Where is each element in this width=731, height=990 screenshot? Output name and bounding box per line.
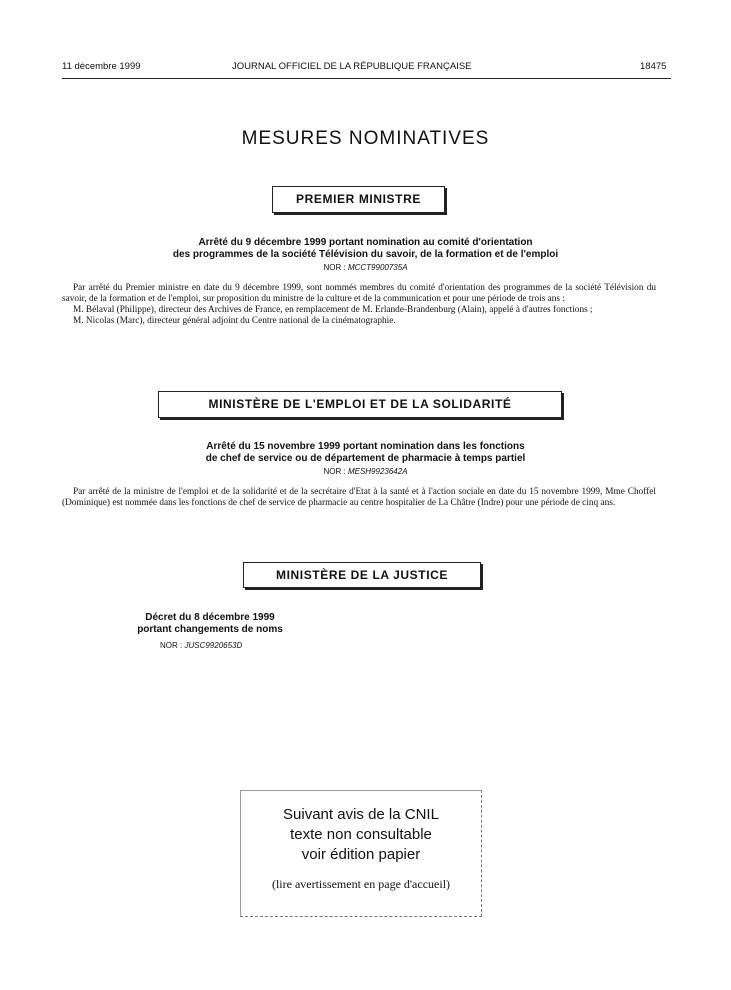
arrete-line: portant changements de noms: [137, 624, 283, 635]
cnil-line: texte non consultable: [290, 826, 432, 843]
header-rule: [62, 78, 671, 79]
nor-label: NOR :: [323, 467, 346, 476]
nor-code: JUSC9920653D: [184, 641, 243, 650]
arrete-line: des programmes de la société Télévision du savoir, de la formation et de l'emploi: [172, 249, 559, 260]
nor-label: NOR :: [160, 641, 183, 650]
section-box-emploi-solidarite: MINISTÈRE DE L'EMPLOI ET DE LA SOLIDARITÉ: [158, 391, 562, 418]
decret-title: [120, 612, 300, 636]
cnil-line: voir édition papier: [301, 846, 421, 863]
cnil-notice-box: [240, 790, 482, 917]
arrete-title: [100, 237, 631, 261]
body-paragraph: Par arrêté du Premier ministre en date du 9 décembre 1999, sont nommés membres du comité d'orientation des programmes de la société Télévision du savoir, de la formation et de l'emploi, sur proposition du ministre de la culture et de la communication et pour une période de trois ans :: [62, 283, 656, 304]
cnil-note: (lire avertissement en page d'accueil): [271, 877, 451, 891]
section-body: [62, 283, 656, 327]
body-paragraph: M. Nicolas (Marc), directeur général adjoint du Centre national de la cinématographie.: [73, 316, 396, 326]
cnil-line: Suivant avis de la CNIL: [283, 806, 439, 823]
page-title: MESURES NOMINATIVES: [241, 128, 490, 149]
arrete-line: Décret du 8 décembre 1999: [145, 612, 275, 623]
nor-reference: [250, 467, 481, 476]
nor-reference: [250, 263, 481, 272]
header-journal: JOURNAL OFFICIEL DE LA RÉPUBLIQUE FRANÇAISE: [232, 61, 472, 72]
arrete-line: de chef de service ou de département de pharmacie à temps partiel: [205, 453, 526, 464]
arrete-title: [100, 441, 631, 465]
arrete-line: Arrêté du 15 novembre 1999 portant nomination dans les fonctions: [206, 441, 525, 452]
nor-reference: [160, 641, 270, 650]
nor-code: MESH9923642A: [347, 467, 408, 476]
nor-code: MCCT9900735A: [347, 263, 408, 272]
nor-label: NOR :: [323, 263, 346, 272]
section-box-premier-ministre: PREMIER MINISTRE: [272, 186, 445, 213]
body-paragraph: Par arrêté de la ministre de l'emploi et de la solidarité et de la secrétaire d'Etat à la santé et à l'action sociale en date du 15 novembre 1999, Mme Choffel (Dominique) est nommée dans les fonctions de chef de service de pharmacie au centre hospitalier de La Châtre (Indre) pour une période de cinq ans.: [62, 487, 656, 508]
arrete-line: Arrêté du 9 décembre 1999 portant nomination au comité d'orientation: [198, 237, 533, 248]
body-paragraph: M. Bélaval (Philippe), directeur des Archives de France, en remplacement de M. Erlande-Brandenburg (Alain), appelé à d'autres fonctions ;: [73, 305, 593, 315]
header-page-number: 18475: [640, 61, 667, 72]
section-body: [62, 487, 656, 509]
section-box-justice: MINISTÈRE DE LA JUSTICE: [243, 562, 481, 588]
header-date: 11 décembre 1999: [62, 61, 141, 72]
